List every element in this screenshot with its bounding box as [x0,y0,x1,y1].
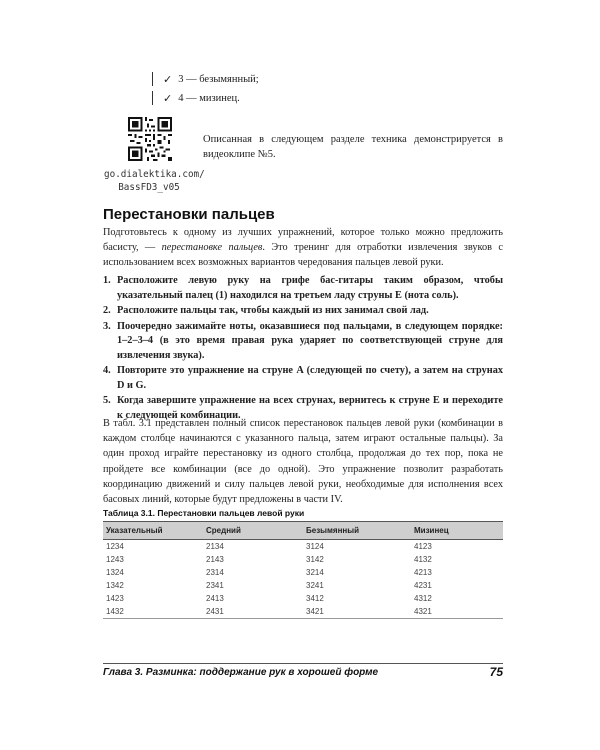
checkmark-icon: ✓ [163,73,173,86]
column-header-pinky: Мизинец [411,522,503,540]
intro-term: перестановке пальцев [161,242,263,254]
video-url-line1: go.dialektika.com/ [104,169,205,180]
table-cell: 1342 [106,581,124,590]
step-item [103,320,503,364]
table-cell: 4312 [414,594,432,603]
table-cell: 3124 [306,542,324,551]
table-row [103,566,503,579]
table-cell: 3214 [306,568,324,577]
page-number: 75 [489,665,503,679]
column-header-middle: Средний [203,522,303,540]
table-cell: 2431 [203,605,303,619]
section-title: Перестановки пальцев [103,206,275,223]
table-row [103,579,503,592]
table-cell: 4321 [411,605,503,619]
checklist-text: 3 — безымянный; [178,73,259,85]
table-cell: 4123 [414,542,432,551]
table-row [103,592,503,605]
checklist-text: 4 — мизинец. [178,92,240,104]
step-number: 1. [103,275,111,286]
step-text: Поочередно зажимайте ноты, оказавшиеся под пальцами, в следующем порядке: 1–2–3–4 (в это время правая рука ударяет по соответствующей струне для извлечения звука). [117,320,503,361]
intro-text-before: Подготовьтесь к одному из лучших упражнений, которое только можно предложить басисту, — [103,227,503,254]
table-cell: 1423 [106,594,124,603]
table-cell: 2134 [206,542,224,551]
step-number: 3. [103,320,111,332]
step-number: 5. [103,395,111,406]
step-text: Расположите пальцы так, чтобы каждый из них занимал свой лад. [117,305,429,316]
checklist-item [152,72,259,86]
intro-paragraph [103,225,503,271]
table-cell: 1243 [106,555,124,564]
step-item [103,304,503,319]
column-header-ring: Безымянный [303,522,411,540]
table-row [103,605,503,619]
table-cell: 2413 [206,594,224,603]
video-url-line2: BassFD3_v05 [118,182,180,193]
footer-divider [103,663,503,664]
table-header-row [103,522,503,540]
table-cell: 3142 [306,555,324,564]
table-cell: 1234 [106,542,124,551]
table-cell: 3241 [306,581,324,590]
step-item [103,364,503,393]
step-text: Когда завершите упражнение на всех струнах, вернитесь к струне E и переходите к следующей комбинации. [117,395,503,421]
video-note: Описанная в следующем разделе техника демонстрируется в видеоклипе №5. [203,134,503,160]
checklist-item [152,91,240,105]
body-paragraph: В табл. 3.1 представлен полный список перестановок пальцев левой руки (комбинации в каждом столбце начинаются с указанного пальца, затем играют остальные пальцы). За один проход играйте перестановку из одного столбца, продолжая до тех пор, пока не пройдете все комбинации (все до одной). Это упражнение позволит разработать координацию движений и силу пальцев левой руки, необходимые для исполнения всех басовых линий, которые будут предложены в части IV. [103,418,503,506]
list-bar [152,72,153,86]
table-cell: 2314 [206,568,224,577]
qr-code-icon[interactable] [128,117,172,161]
checkmark-icon: ✓ [163,92,173,105]
permutations-table [103,521,503,619]
intro-text-after: . Это тренинг для отработки извлечения звуков с использованием всех возможных вариантов чередования пальцев левой руки. [103,242,503,269]
step-item [103,274,503,303]
steps-list [103,274,503,424]
table-cell: 2143 [206,555,224,564]
table-cell: 4213 [414,568,432,577]
table-cell: 4231 [414,581,432,590]
step-text: Повторите это упражнение на струне A (следующей по счету), а затем на струнах D и G. [117,365,503,391]
step-text: Расположите левую руку на грифе бас-гитары таким образом, чтобы указательный палец (1) находился на третьем ладу струны E (нота соль). [117,275,503,301]
table-cell: 1324 [106,568,124,577]
table-cell: 3421 [303,605,411,619]
column-header-index: Указательный [103,522,203,540]
video-url[interactable] [104,168,205,194]
table-cell: 4132 [414,555,432,564]
step-number: 4. [103,365,111,376]
table-cell: 3412 [306,594,324,603]
table-row [103,540,503,554]
table-caption: Таблица 3.1. Перестановки пальцев левой руки [103,508,305,518]
table-cell: 2341 [206,581,224,590]
list-bar [152,91,153,105]
chapter-title: Глава 3. Разминка: поддержание рук в хорошей форме [103,667,379,678]
table-row [103,553,503,566]
table-cell: 1432 [103,605,203,619]
step-number: 2. [103,305,111,316]
